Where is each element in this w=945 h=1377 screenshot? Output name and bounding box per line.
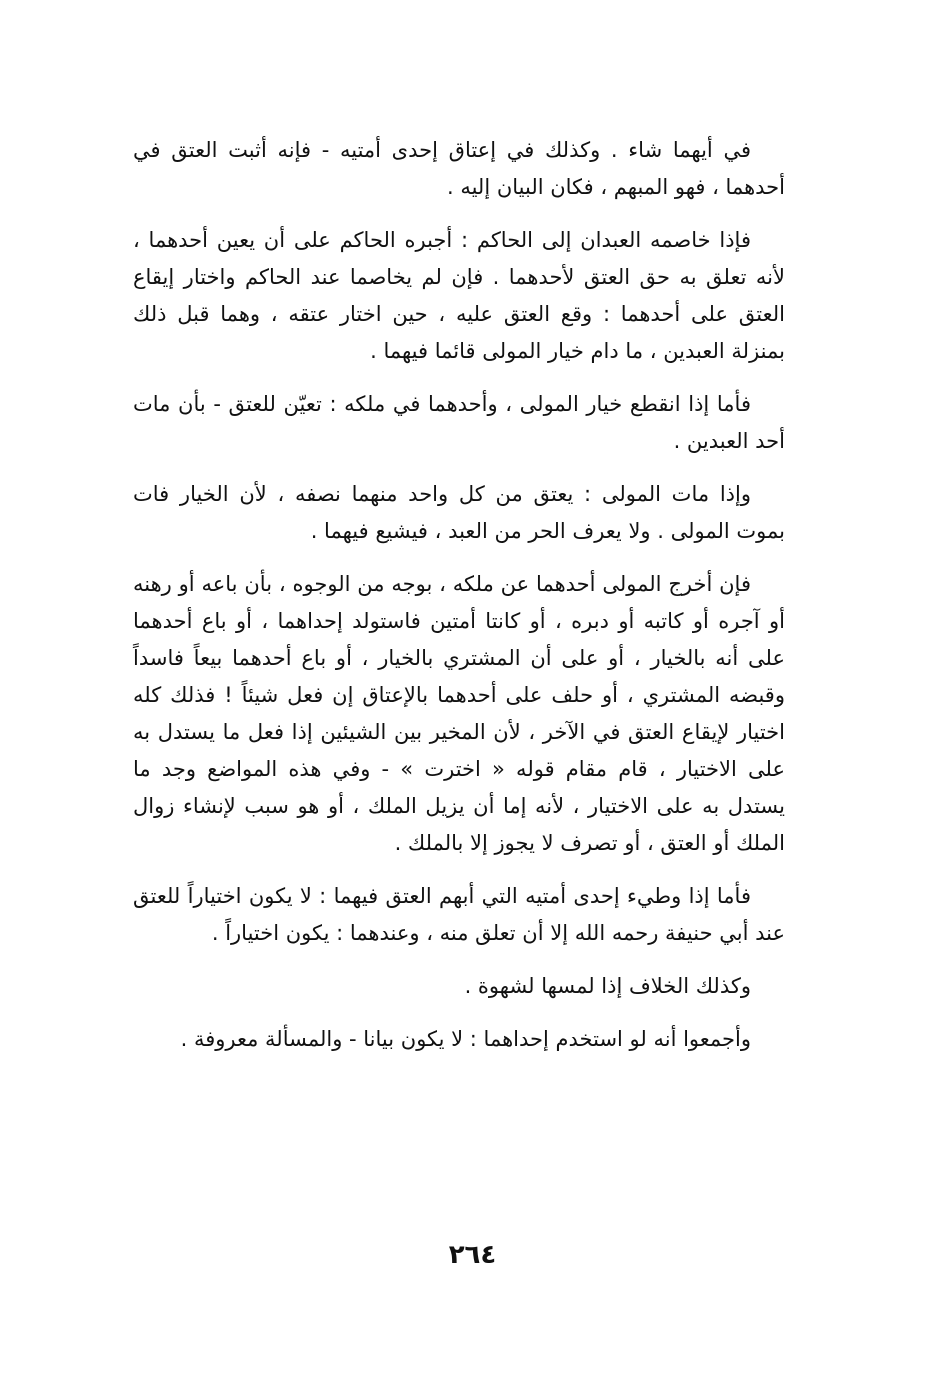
page-number: ٢٦٤ [448, 1240, 497, 1270]
paragraph-7: وكذلك الخلاف إذا لمسها لشهوة . [464, 974, 751, 998]
paragraph-6: فأما إذا وطيء إحدى أمتيه التي أبهم العتق فيهما : لا يكون اختياراً للعتق عند أبي حنيفة رحمه الله إلا أن تعلق منه ، وعندهما : يكون اختياراً . [133, 884, 785, 945]
paragraph-2: فإذا خاصمه العبدان إلى الحاكم : أجبره الحاكم على أن يعين أحدهما ، لأنه تعلق به حق العتق لأحدهما . فإن لم يخاصما عند الحاكم واختار إيقاع العتق على أحدهما : وقع العتق عليه ، حين اختار عتقه ، وهما قبل ذلك بمنزلة العبدين ، ما دام خيار المولى قائما فيهما . [133, 228, 785, 363]
paragraph-5: فإن أخرج المولى أحدهما عن ملكه ، بوجه من الوجوه ، بأن باعه أو رهنه أو آجره أو كاتبه أو دبره ، أو كانتا أمتين فاستولد إحداهما ، أو باع أحدهما على أنه بالخيار ، أو على أن المشتري بالخيار ، أو باع أحدهما بيعاً فاسداً وقبضه المشتري ، أو حلف على أحدهما بالإعتاق إن فعل شيئاً ! فذلك كله اختيار لإيقاع العتق في الآخر ، لأن المخير بين الشيئين إذا فعل ما يستدل به على الاختيار ، قام مقام قوله « اخترت » - وفي هذه المواضع وجد ما يستدل به على الاختيار ، لأنه إما أن يزيل الملك ، أو هو سبب لإنشاء زوال الملك أو العتق ، أو تصرف لا يجوز إلا بالملك . [133, 572, 785, 855]
body-text [133, 132, 785, 1074]
paragraph-8: وأجمعوا أنه لو استخدم إحداهما : لا يكون بيانا - والمسألة معروفة . [180, 1027, 751, 1051]
paragraph-1: في أيهما شاء . وكذلك في إعتاق إحدى أمتيه - فإنه أثبت العتق في أحدهما ، فهو المبهم ، فكان البيان إليه . [133, 138, 785, 199]
paragraph-3: فأما إذا انقطع خيار المولى ، وأحدهما في ملكه : تعيّن للعتق - بأن مات أحد العبدين . [133, 392, 785, 453]
paragraph-4: وإذا مات المولى : يعتق من كل واحد منهما نصفه ، لأن الخيار فات بموت المولى . ولا يعرف الحر من العبد ، فيشيع فيهما . [133, 482, 785, 543]
